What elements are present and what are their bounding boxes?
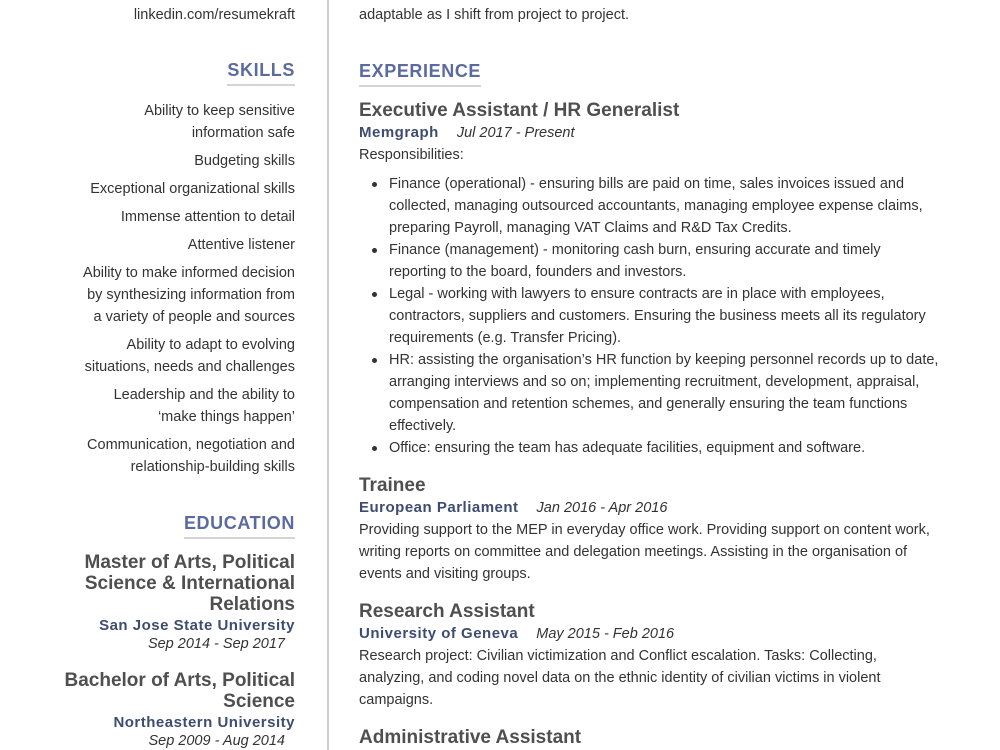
- degree-line: Science: [223, 691, 295, 712]
- left-column: [0, 0, 295, 750]
- school-name: Northeastern University: [113, 714, 295, 731]
- skill-line: ‘make things happen’: [157, 409, 295, 425]
- job-entry: [359, 601, 989, 711]
- bullet-icon: [372, 292, 377, 297]
- bullet-line: preparing Payroll, managing VAT Claims and R&D Tax Credits.: [389, 220, 792, 236]
- degree-line: Bachelor of Arts, Political: [64, 670, 295, 691]
- description-line: events and visiting groups.: [359, 566, 531, 582]
- linkedin-link[interactable]: linkedin.com/resumekraft: [133, 7, 295, 23]
- description-line: Research project: Civilian victimization and Conflict escalation. Tasks: Collecting,: [359, 648, 877, 664]
- bullet-line: Finance (operational) - ensuring bills are paid on time, sales invoices issued and: [389, 176, 905, 192]
- responsibility-list: [359, 173, 989, 459]
- description-line: writing reports on committee and delegation meetings. Assisting in the organisation of: [359, 544, 908, 560]
- job-meta: [359, 497, 989, 519]
- skill-item: [0, 262, 295, 328]
- skill-item: [0, 206, 295, 228]
- skills-section: [0, 59, 295, 484]
- degree-line: Relations: [209, 594, 295, 615]
- bullet-icon: [372, 182, 377, 187]
- job-meta: [359, 623, 989, 645]
- job-entry: [359, 100, 989, 459]
- skill-line: Communication, negotiation and: [87, 437, 295, 453]
- education-dates: Sep 2014 - Sep 2017: [147, 636, 285, 652]
- education-entry: [0, 670, 295, 749]
- job-description: [359, 645, 989, 711]
- responsibility-item: [359, 239, 989, 283]
- degree-title: [0, 552, 295, 615]
- jobs-list: [359, 100, 989, 749]
- education-list: [0, 552, 295, 749]
- skill-line: Attentive listener: [187, 237, 295, 253]
- bullet-icon: [372, 358, 377, 363]
- bullet-line: collected, managing outsourced accountants, managing employee expense claims,: [389, 198, 923, 214]
- bullet-line: requirements (e.g. Transfer Pricing).: [389, 330, 622, 346]
- job-title: Research Assistant: [359, 601, 535, 622]
- skill-item: [0, 100, 295, 144]
- column-divider: [327, 0, 329, 750]
- skill-item: [0, 334, 295, 378]
- job-entry: [359, 475, 989, 585]
- job-meta: [359, 122, 989, 144]
- degree-title: [0, 670, 295, 712]
- skill-line: Immense attention to detail: [120, 209, 295, 225]
- skills-heading: SKILLS: [227, 59, 295, 86]
- description-line: analyzing, and coding novel data on the ethnic identity of civilian victims in violent: [359, 670, 881, 686]
- education-heading: EDUCATION: [184, 512, 295, 539]
- skill-item: [0, 434, 295, 478]
- skill-line: Leadership and the ability to: [113, 387, 295, 403]
- responsibility-item: [359, 349, 989, 437]
- skill-line: Ability to keep sensitive: [144, 103, 295, 119]
- skill-line: a variety of people and sources: [93, 309, 295, 325]
- skill-line: Ability to adapt to evolving: [126, 337, 295, 353]
- job-title: Administrative Assistant: [359, 727, 582, 748]
- company-name: European Parliament: [359, 499, 519, 516]
- job-description: [359, 519, 989, 585]
- bullet-icon: [372, 446, 377, 451]
- bullet-line: compensation and retention schemes, and generally ensuring the team functions: [389, 396, 908, 412]
- right-column: [359, 0, 989, 750]
- skill-item: [0, 384, 295, 428]
- job-dates: Jan 2016 - Apr 2016: [536, 500, 668, 516]
- degree-line: Science & International: [84, 573, 295, 594]
- job-dates: Jul 2017 - Present: [456, 125, 575, 141]
- degree-line: Master of Arts, Political: [84, 552, 295, 573]
- school-name: San Jose State University: [99, 617, 295, 634]
- skill-line: situations, needs and challenges: [84, 359, 295, 375]
- summary-text: adaptable as I shift from project to project.: [359, 7, 629, 23]
- responsibility-item: [359, 283, 989, 349]
- education-dates: Sep 2009 - Aug 2014: [148, 733, 285, 749]
- responsibility-item: [359, 173, 989, 239]
- bullet-line: effectively.: [389, 418, 457, 434]
- bullet-line: arranging interviews and so on; implementing recruitment, development, appraisal,: [389, 374, 920, 390]
- skill-line: by synthesizing information from: [87, 287, 295, 303]
- responsibility-item: [359, 437, 989, 459]
- job-entry: [359, 727, 989, 749]
- bullet-icon: [372, 248, 377, 253]
- bullet-line: reporting to the board, founders and investors.: [389, 264, 687, 280]
- skill-line: Budgeting skills: [194, 153, 295, 169]
- bullet-line: Finance (management) - monitoring cash burn, ensuring accurate and timely: [389, 242, 881, 258]
- skill-item: [0, 178, 295, 200]
- job-intro: Responsibilities:: [359, 147, 464, 163]
- skill-line: Ability to make informed decision: [83, 265, 295, 281]
- job-title: Trainee: [359, 475, 426, 496]
- description-line: Providing support to the MEP in everyday office work. Providing support on content work,: [359, 522, 930, 538]
- experience-section: [359, 60, 989, 750]
- bullet-line: Office: ensuring the team has adequate facilities, equipment and software.: [389, 440, 866, 456]
- skill-item: [0, 234, 295, 256]
- bullet-line: HR: assisting the organisation’s HR function by keeping personnel records up to date,: [389, 352, 939, 368]
- company-name: Memgraph: [359, 124, 439, 141]
- bullet-line: Legal - working with lawyers to ensure contracts are in place with employees,: [389, 286, 885, 302]
- bullet-line: contractors, suppliers and customers. Ensuring the business meets all its regulatory: [389, 308, 926, 324]
- skill-line: relationship-building skills: [130, 459, 295, 475]
- skill-line: Exceptional organizational skills: [90, 181, 295, 197]
- education-entry: [0, 552, 295, 652]
- job-dates: May 2015 - Feb 2016: [536, 626, 675, 642]
- experience-heading: EXPERIENCE: [359, 60, 481, 87]
- education-section: [0, 512, 295, 750]
- job-title: Executive Assistant / HR Generalist: [359, 100, 680, 121]
- skill-line: information safe: [191, 125, 295, 141]
- description-line: campaigns.: [359, 692, 434, 708]
- skill-item: [0, 150, 295, 172]
- company-name: University of Geneva: [359, 625, 519, 642]
- skills-list: [0, 100, 295, 478]
